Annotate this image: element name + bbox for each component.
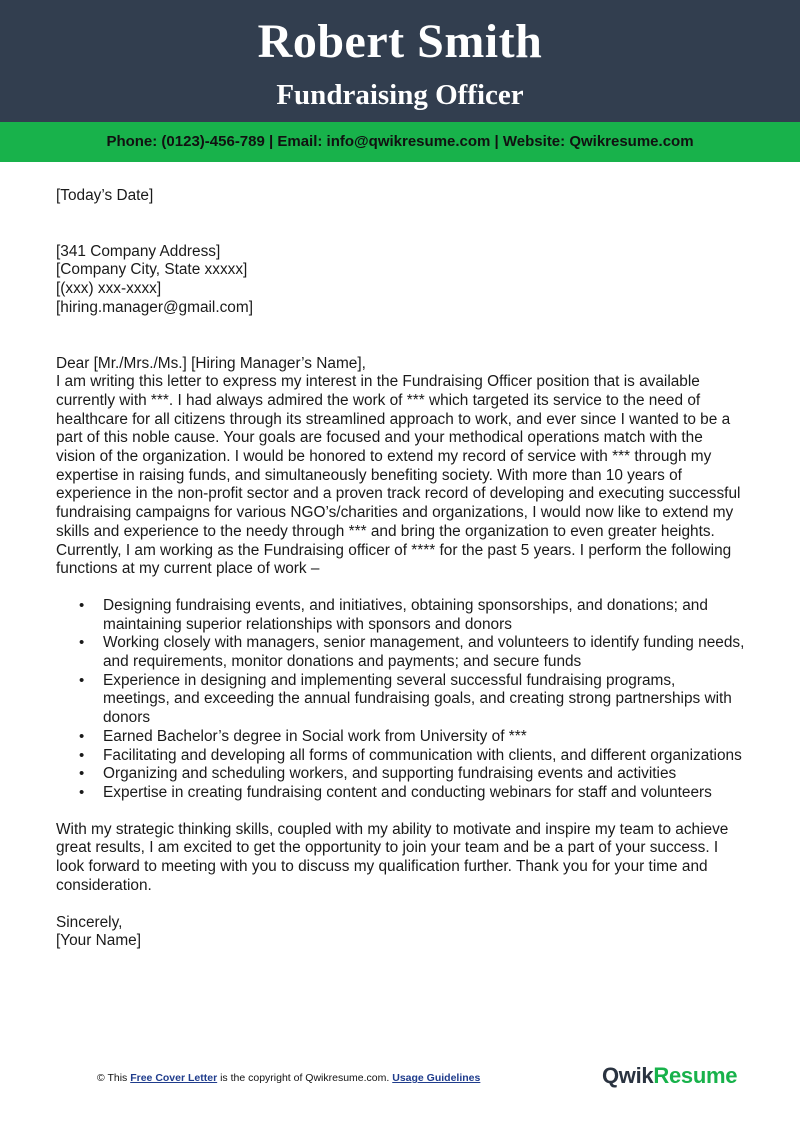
list-item xyxy=(56,765,746,784)
list-item-text: Earned Bachelor’s degree in Social work from University of *** xyxy=(103,727,527,745)
copyright-middle: is the copyright of Qwikresume.com. xyxy=(217,1072,393,1084)
list-item-text: Experience in designing and implementing several successful fundraising programs, meetings, and exceeding the annual fundraising goals, and creating strong partnerships with donors xyxy=(103,671,732,727)
list-item-text: Organizing and scheduling workers, and supporting fundraising events and activities xyxy=(103,765,677,783)
current-role-paragraph: Currently, I am working as the Fundraising officer of **** for the past 5 years. I perform the following functions at my current place of work – xyxy=(56,541,732,578)
bullet-icon: • xyxy=(79,746,85,764)
usage-guidelines-link[interactable]: Usage Guidelines xyxy=(392,1072,481,1084)
recipient-address xyxy=(56,243,746,318)
list-item-text: Working closely with managers, senior management, and volunteers to identify funding needs, and requirements, monitor donations and payments; and secure funds xyxy=(103,634,745,671)
salutation: Dear [Mr./Mrs./Ms.] [Hiring Manager’s Name], xyxy=(56,354,366,372)
list-item xyxy=(56,747,746,766)
bullet-icon: • xyxy=(79,596,85,614)
duties-list xyxy=(56,597,746,803)
intro-paragraph: I am writing this letter to express my interest in the Fundraising Officer position that is available currently with ***. I had always admired the work of *** which targeted its service to the need of healthcare for all citizens through its streamlined approach to work, and ever since I wanted to be a part of this noble cause. Your goals are focused and your methodical operations match with the vision of the organization. I would be honored to extend my record of service with *** through my expertise in raising funds, and simultaneously benefiting society. With more than 10 years of experience in the non-profit sector and a proven track record of developing and executing successful fundraising campaigns for various NGO’s/charities and organizations, I would now like to extend my skills and experience to the needy through *** and bring the organization to even greater heights. xyxy=(56,373,741,540)
address-line: [Company City, State xxxxx] xyxy=(56,261,248,279)
logo-part-qwik: Qwik xyxy=(602,1063,654,1088)
list-item xyxy=(56,784,746,803)
signoff: Sincerely, xyxy=(56,913,123,931)
list-item xyxy=(56,634,746,671)
letter-body xyxy=(56,187,746,951)
bullet-icon: • xyxy=(79,671,85,689)
signature: [Your Name] xyxy=(56,932,141,950)
bullet-icon: • xyxy=(79,765,85,783)
bullet-icon: • xyxy=(79,727,85,745)
address-line: [341 Company Address] xyxy=(56,242,221,260)
letter-date: [Today’s Date] xyxy=(56,187,154,204)
address-line: [(xxx) xxx-xxxx] xyxy=(56,280,162,298)
contact-bar: Phone: (0123)-456-789 | Email: info@qwikresume.com | Website: Qwikresume.com xyxy=(0,122,800,162)
list-item-text: Designing fundraising events, and initiatives, obtaining sponsorships, and donations; and maintaining superior relationships with sponsors and donors xyxy=(103,596,708,633)
closing-paragraph: With my strategic thinking skills, coupled with my ability to motivate and inspire my team to achieve great results, I am excited to get the opportunity to join your team and be a part of your success. I look forward to meeting with you to discuss my qualification further. Thank you for your time and consideration. xyxy=(56,820,729,894)
free-cover-letter-link[interactable]: Free Cover Letter xyxy=(130,1072,218,1084)
copyright-notice xyxy=(97,1072,480,1084)
job-title: Fundraising Officer xyxy=(276,79,524,111)
list-item-text: Facilitating and developing all forms of communication with clients, and different organizations xyxy=(103,746,742,764)
bullet-icon: • xyxy=(79,783,85,801)
qwikresume-logo xyxy=(602,1063,737,1089)
address-line: [hiring.manager@gmail.com] xyxy=(56,298,253,316)
logo-part-resume: Resume xyxy=(653,1063,738,1088)
list-item-text: Expertise in creating fundraising content and conducting webinars for staff and volunteers xyxy=(103,783,712,801)
copyright-prefix: © This xyxy=(97,1072,131,1084)
list-item xyxy=(56,728,746,747)
list-item xyxy=(56,672,746,728)
list-item xyxy=(56,597,746,634)
header-banner xyxy=(0,0,800,122)
bullet-icon: • xyxy=(79,634,85,652)
candidate-name: Robert Smith xyxy=(257,15,543,68)
